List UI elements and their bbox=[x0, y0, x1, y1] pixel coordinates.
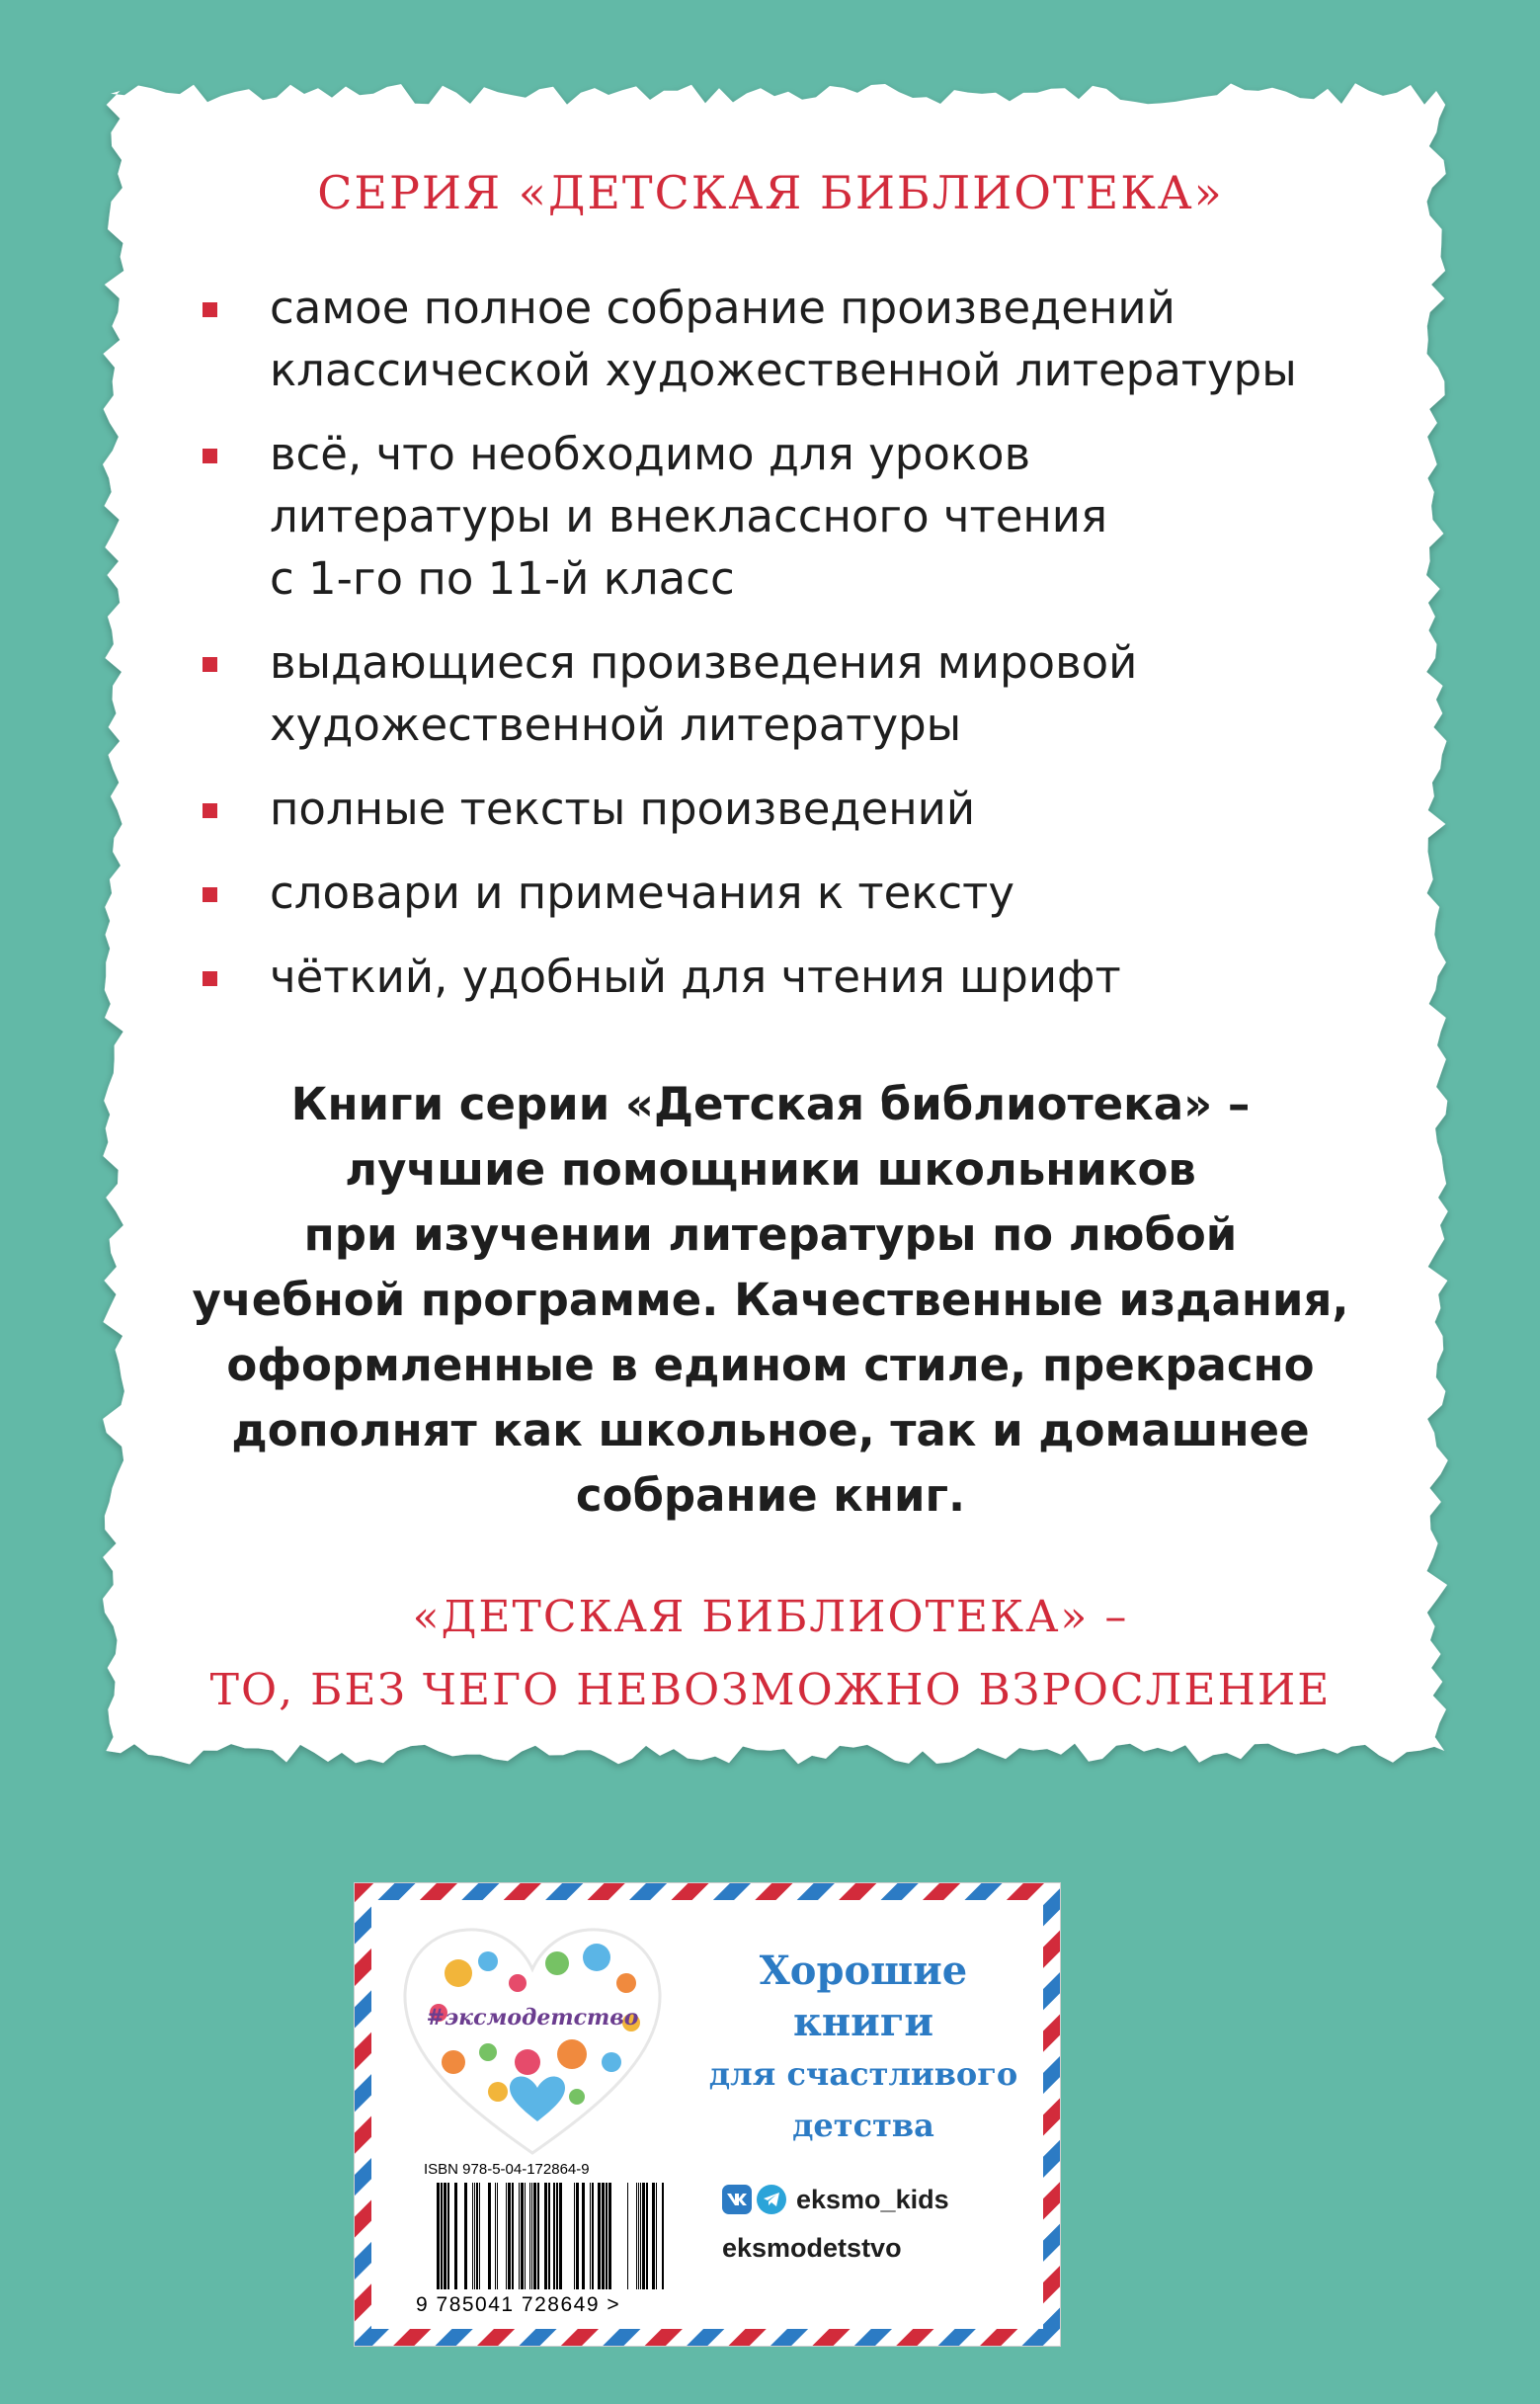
barcode-bar bbox=[472, 2183, 473, 2289]
barcode-bar bbox=[656, 2183, 657, 2289]
barcode-bar bbox=[464, 2183, 467, 2289]
barcode-bar bbox=[441, 2183, 443, 2289]
bullet-square-icon bbox=[203, 449, 217, 463]
barcode-bar bbox=[602, 2183, 605, 2289]
description-line: при изучении литературы по любой bbox=[303, 1208, 1238, 1261]
feature-item bbox=[203, 277, 1388, 401]
barcode-bar bbox=[488, 2183, 491, 2289]
postcard bbox=[354, 1882, 1061, 2347]
bullet-square-icon bbox=[203, 971, 217, 986]
barcode-bar bbox=[642, 2183, 645, 2289]
barcode-bar bbox=[638, 2183, 639, 2289]
barcode-bar bbox=[544, 2183, 547, 2289]
barcode-bar bbox=[582, 2183, 585, 2289]
barcode-bar bbox=[652, 2183, 655, 2289]
description-line: собрание книг. bbox=[575, 1469, 966, 1522]
feature-item bbox=[203, 423, 1388, 610]
feature-item-line: выдающиеся произведения мировой bbox=[270, 636, 1138, 689]
barcode-bar bbox=[574, 2183, 575, 2289]
feature-item-line: самое полное собрание произведений bbox=[270, 282, 1175, 334]
social-handle[interactable]: eksmo_kids bbox=[796, 2184, 949, 2214]
barcode-bar bbox=[553, 2183, 555, 2289]
barcode-bar bbox=[519, 2183, 520, 2289]
feature-item-line: литературы и внеклассного чтения bbox=[270, 490, 1108, 542]
site-handle[interactable]: eksmodetstvo bbox=[722, 2233, 902, 2263]
feature-item-line: всё, что необходимо для уроков bbox=[270, 428, 1031, 480]
barcode-bar bbox=[548, 2183, 550, 2289]
barcode-bar bbox=[646, 2183, 648, 2289]
barcode-bar bbox=[508, 2183, 511, 2289]
description-line: Книги серии «Детская библиотека» – bbox=[290, 1078, 1251, 1130]
barcode-bar bbox=[556, 2183, 558, 2289]
feature-item-line: художественной литературы bbox=[270, 699, 962, 751]
vk-icon[interactable] bbox=[722, 2185, 752, 2214]
barcode-bar bbox=[533, 2183, 536, 2289]
barcode-bar bbox=[608, 2183, 611, 2289]
hashtag-text: #эксмодетство bbox=[426, 2005, 639, 2031]
postcard-inner bbox=[371, 1900, 1043, 2329]
tagline-line-3: для счастливого bbox=[708, 2055, 1018, 2093]
barcode-bar bbox=[495, 2183, 496, 2289]
tagline-line-2: книги bbox=[792, 1999, 933, 2045]
barcode-digits: 9 785041 728649 > bbox=[416, 2293, 621, 2316]
bullet-square-icon bbox=[203, 302, 217, 317]
barcode-bar bbox=[598, 2183, 601, 2289]
barcode-bar bbox=[447, 2183, 449, 2289]
series-description bbox=[109, 1072, 1432, 1529]
series-slogan bbox=[109, 1581, 1432, 1727]
barcode bbox=[424, 2183, 669, 2293]
tagline-line-4: детства bbox=[792, 2107, 934, 2144]
barcode-bar bbox=[529, 2183, 530, 2289]
barcode-bar bbox=[576, 2183, 579, 2289]
tagline-line-1: Хорошие bbox=[759, 1948, 968, 1994]
isbn-text: ISBN 978-5-04-172864-9 bbox=[424, 2161, 590, 2178]
barcode-bar bbox=[437, 2183, 440, 2289]
barcode-bar bbox=[559, 2183, 562, 2289]
feature-item-line: чёткий, удобный для чтения шрифт bbox=[270, 951, 1121, 1003]
feature-item bbox=[203, 778, 1388, 840]
barcode-bar bbox=[476, 2183, 478, 2289]
barcode-bar bbox=[479, 2183, 480, 2289]
feature-item-line: полные тексты произведений bbox=[270, 783, 976, 835]
slogan-line: «ДЕТСКАЯ БИБЛИОТЕКА» – bbox=[412, 1592, 1129, 1642]
barcode-bar bbox=[506, 2183, 507, 2289]
feature-item bbox=[203, 946, 1388, 1008]
bullet-square-icon bbox=[203, 803, 217, 818]
barcode-bar bbox=[640, 2183, 641, 2289]
telegram-icon[interactable] bbox=[757, 2185, 786, 2214]
barcode-bar bbox=[662, 2183, 664, 2289]
barcode-bar bbox=[590, 2183, 591, 2289]
barcode-bar bbox=[636, 2183, 637, 2289]
description-line: оформленные в едином стиле, прекрасно bbox=[226, 1339, 1315, 1391]
feature-item-line: с 1-го по 11-й класс bbox=[270, 552, 735, 605]
barcode-bar bbox=[606, 2183, 608, 2289]
description-line: учебной программе. Качественные издания, bbox=[192, 1274, 1349, 1326]
barcode-bar bbox=[627, 2183, 628, 2289]
slogan-line: ТО, БЕЗ ЧЕГО НЕВОЗМОЖНО ВЗРОСЛЕНИЕ bbox=[209, 1665, 1332, 1715]
feature-item-line: классической художественной литературы bbox=[270, 344, 1297, 396]
heart-logo-icon bbox=[399, 1924, 666, 2161]
description-line: лучшие помощники школьников bbox=[345, 1143, 1196, 1196]
bullet-square-icon bbox=[203, 657, 217, 672]
barcode-bar bbox=[454, 2183, 457, 2289]
series-title: СЕРИЯ «ДЕТСКАЯ БИБЛИОТЕКА» bbox=[317, 166, 1224, 219]
barcode-bar bbox=[537, 2183, 539, 2289]
barcode-bar bbox=[512, 2183, 514, 2289]
barcode-bar bbox=[521, 2183, 524, 2289]
feature-item bbox=[203, 862, 1388, 924]
barcode-bar bbox=[531, 2183, 532, 2289]
feature-item bbox=[203, 631, 1388, 756]
barcode-bar bbox=[444, 2183, 446, 2289]
postcard-tagline bbox=[686, 1946, 1041, 2151]
barcode-bar bbox=[497, 2183, 498, 2289]
features-list bbox=[203, 277, 1388, 1030]
isbn-block bbox=[416, 2159, 677, 2319]
bullet-square-icon bbox=[203, 887, 217, 902]
barcode-bar bbox=[592, 2183, 594, 2289]
feature-item-line: словари и примечания к тексту bbox=[270, 867, 1015, 919]
social-row bbox=[722, 2180, 949, 2219]
sheet-content bbox=[109, 99, 1432, 1739]
barcode-bar bbox=[525, 2183, 526, 2289]
barcode-bar bbox=[474, 2183, 475, 2289]
description-line: дополнят как школьное, так и домашнее bbox=[231, 1404, 1310, 1456]
